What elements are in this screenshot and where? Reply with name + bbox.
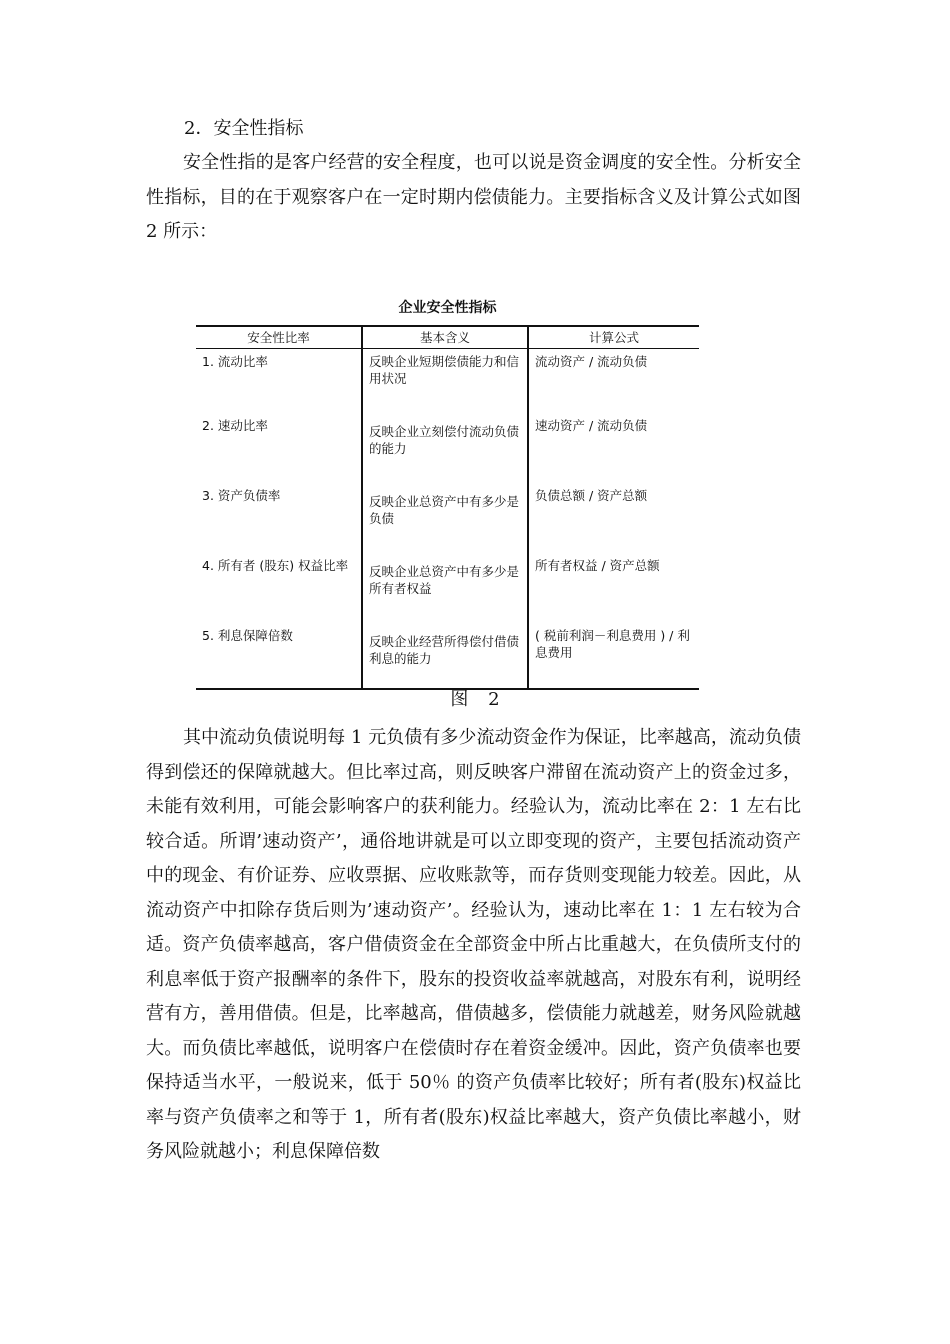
table-row <box>196 417 699 487</box>
body-paragraph: 其中流动负债说明每 1 元负债有多少流动资金作为保证，比率越高，流动负债得到偿还的保障就越大。但比率过高，则反映客户滞留在流动资产上的资金过多，未能有效利用，可能会影响客户的获利能力。经验认为，流动比率在 2：1 左右比较合适。所谓’速动资产’，通俗地讲就是可以立即变现的资产，主要包括流动资产中的现金、有价证券、应收票据、应收账款等，而存货则变现能力较差。因此，从流动资产中扣除存货后则为’速动资产’。经验认为，速动比率在 1：1 左右较为合适。资产负债率越高，客户借债资金在全部资金中所占比重越大，在负债所支付的利息率低于资产报酬率的条件下，股东的投资收益率就越高，对股东有利，说明经营有方，善用借债。但是，比率越高，借债越多，偿债能力就越差，财务风险就越大。而负债比率越低，说明客户在偿债时存在着资金缓冲。因此，资产负债率也要保持适当水平，一般说来，低于 50％ 的资产负债率比较好；所有者(股东)权益比率与资产负债率之和等于 1，所有者(股东)权益比率越大，资产负债比率越小，财务风险就越小；利息保障倍数 <box>146 727 801 1162</box>
table-row <box>196 349 699 418</box>
ratio-cell: 1. 流动比率 <box>202 354 268 369</box>
table-row <box>196 487 699 557</box>
formula-cell: 负债总额 / 资产总额 <box>528 487 699 557</box>
ratio-cell: 4. 所有者 (股东) 权益比率 <box>202 558 349 573</box>
meaning-cell: 反映企业短期偿债能力和信用状况 <box>362 349 528 418</box>
column-header-formula: 计算公式 <box>528 326 699 349</box>
column-header-meaning: 基本含义 <box>362 326 528 349</box>
table-header-row <box>196 326 699 349</box>
section-heading: 2．安全性指标 <box>184 118 304 139</box>
figure-caption: 图 2 <box>450 689 500 710</box>
table-row <box>196 627 699 689</box>
ratio-cell: 3. 资产负债率 <box>202 488 281 503</box>
formula-cell: 速动资产 / 流动负债 <box>528 417 699 487</box>
figure-title: 企业安全性指标 <box>398 300 497 316</box>
formula-cell: 流动资产 / 流动负债 <box>528 349 699 418</box>
formula-cell: 所有者权益 / 资产总额 <box>528 557 699 627</box>
ratio-cell: 2. 速动比率 <box>202 418 268 433</box>
formula-cell: ( 税前利润－利息费用 ) / 利息费用 <box>528 627 699 689</box>
meaning-cell: 反映企业总资产中有多少是负债 <box>362 487 528 557</box>
safety-indicator-table <box>196 325 699 690</box>
table-row <box>196 557 699 627</box>
meaning-cell: 反映企业立刻偿付流动负债的能力 <box>362 417 528 487</box>
meaning-cell: 反映企业总资产中有多少是所有者权益 <box>362 557 528 627</box>
ratio-cell: 5. 利息保障倍数 <box>202 628 293 643</box>
meaning-cell: 反映企业经营所得偿付借债利息的能力 <box>362 627 528 689</box>
intro-paragraph: 安全性指的是客户经营的安全程度，也可以说是资金调度的安全性。分析安全性指标，目的在于观察客户在一定时期内偿债能力。主要指标含义及计算公式如图 2 所示： <box>146 152 801 242</box>
column-header-ratio: 安全性比率 <box>196 326 362 349</box>
figure-safety-indicators <box>196 297 699 690</box>
